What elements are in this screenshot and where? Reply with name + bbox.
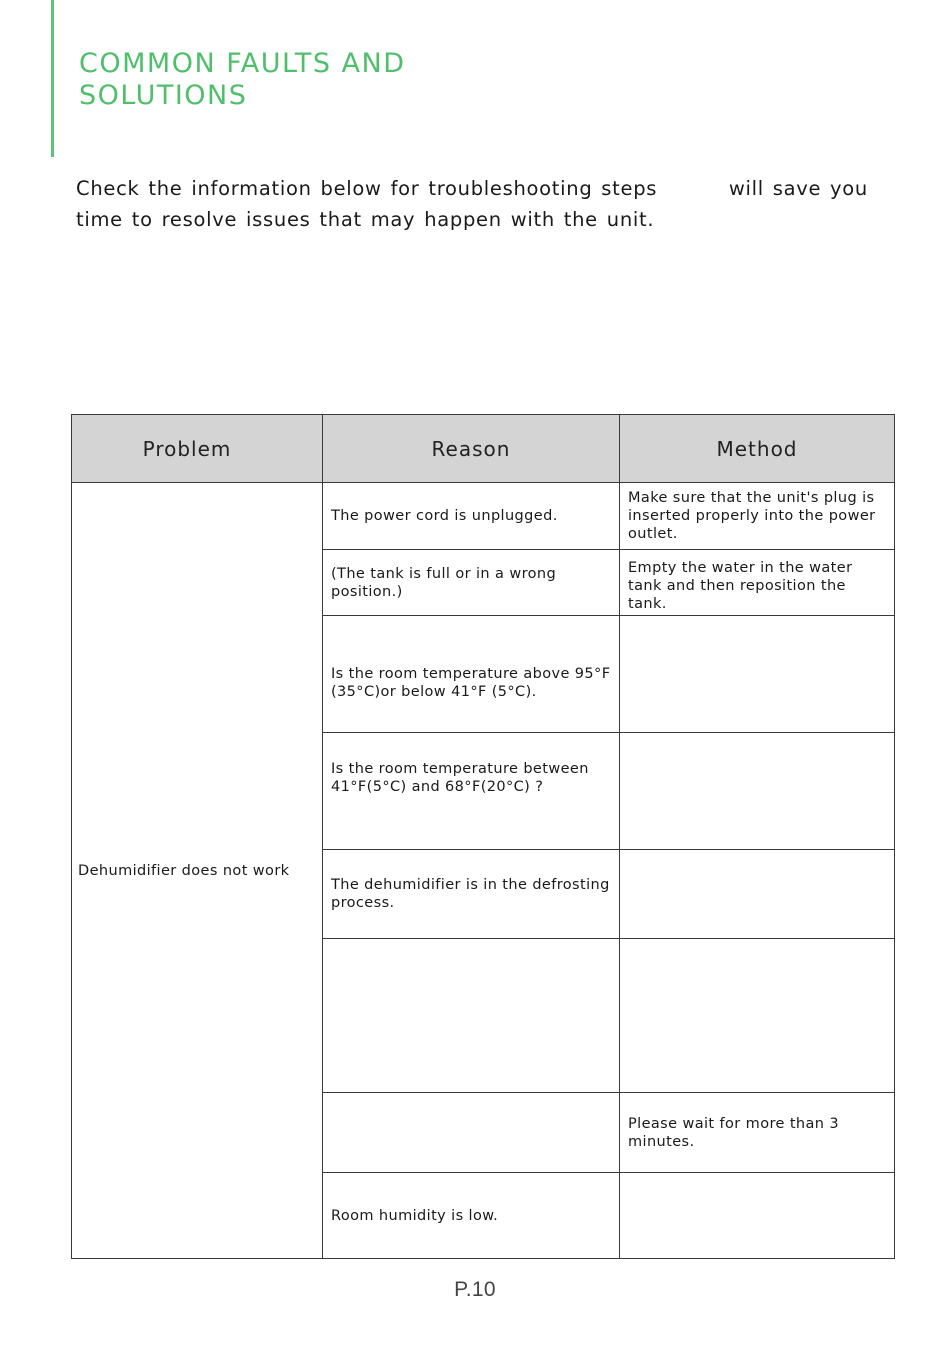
reason-cell: Is the room temperature between 41°F(5°C) and 68°F(20°C) ? [323, 733, 620, 850]
reason-cell [323, 1093, 620, 1173]
intro-line-2: time to resolve issues that may happen with the unit. [76, 208, 655, 231]
table-header-row [72, 415, 895, 483]
intro-line-1-left: Check the information below for troubleshooting steps [76, 177, 658, 200]
problem-cell: Dehumidifier does not work [72, 483, 323, 1259]
reason-cell: The power cord is unplugged. [323, 483, 620, 550]
intro-paragraph [76, 173, 868, 235]
method-cell [620, 850, 895, 939]
method-cell: Please wait for more than 3 minutes. [620, 1093, 895, 1173]
side-accent-rule [51, 0, 54, 157]
method-cell [620, 733, 895, 850]
faults-table [71, 414, 895, 1259]
header-reason: Reason [323, 415, 620, 483]
table-row [72, 483, 895, 550]
method-cell [620, 616, 895, 733]
method-cell: Empty the water in the water tank and then reposition the tank. [620, 550, 895, 616]
reason-cell: (The tank is full or in a wrong position.) [323, 550, 620, 616]
page-title [79, 48, 406, 112]
intro-line-1-right: will save you [728, 177, 868, 200]
page-number: P.10 [454, 1278, 496, 1301]
reason-cell: The dehumidifier is in the defrosting process. [323, 850, 620, 939]
header-problem: Problem [72, 415, 323, 483]
method-cell: Make sure that the unit's plug is inserted properly into the power outlet. [620, 483, 895, 550]
title-line-1: COMMON FAULTS AND [79, 48, 406, 79]
reason-cell [323, 939, 620, 1093]
header-method: Method [620, 415, 895, 483]
title-line-2: SOLUTIONS [79, 80, 248, 111]
reason-cell: Is the room temperature above 95°F (35°C)or below 41°F (5°C). [323, 616, 620, 733]
method-cell [620, 1173, 895, 1259]
method-cell [620, 939, 895, 1093]
reason-cell: Room humidity is low. [323, 1173, 620, 1259]
